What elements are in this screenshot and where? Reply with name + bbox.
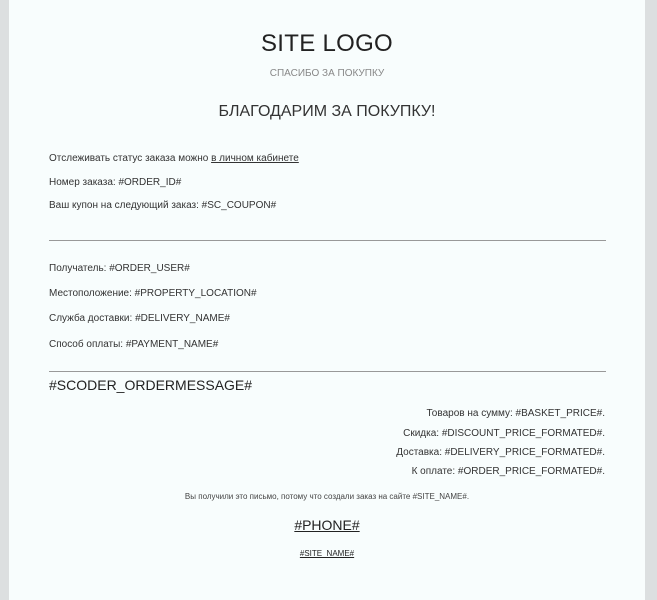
delivery-service-line: Служба доставки: #DELIVERY_NAME#	[49, 313, 230, 324]
divider	[49, 240, 606, 241]
account-link[interactable]: в личном кабинете	[211, 153, 299, 164]
email-body	[9, 0, 645, 600]
total-discount: Скидка: #DISCOUNT_PRICE_FORMATED#.	[403, 428, 605, 439]
thank-you-heading: БЛАГОДАРИМ ЗА ПОКУПКУ!	[218, 103, 436, 120]
location-line: Местоположение: #PROPERTY_LOCATION#	[49, 288, 257, 299]
site-name-link[interactable]: #SITE_NAME#	[299, 549, 355, 558]
footer-note: Вы получили это письмо, потому что создали заказ на сайте #SITE_NAME#.	[184, 492, 470, 501]
phone-link[interactable]: #PHONE#	[294, 517, 360, 533]
payment-method-line: Способ оплаты: #PAYMENT_NAME#	[49, 339, 219, 350]
order-message: #SCODER_ORDERMESSAGE#	[49, 377, 253, 393]
total-to-pay: К оплате: #ORDER_PRICE_FORMATED#.	[411, 466, 605, 477]
recipient-line: Получатель: #ORDER_USER#	[49, 263, 190, 274]
phone	[9, 517, 645, 533]
order-number: Номер заказа: #ORDER_ID#	[49, 177, 182, 188]
divider	[49, 371, 606, 372]
tracking-text: Отслеживать статус заказа можно	[49, 153, 212, 164]
email-subtitle: СПАСИБО ЗА ПОКУПКУ	[269, 68, 385, 79]
total-goods: Товаров на сумму: #BASKET_PRICE#.	[426, 408, 605, 419]
total-delivery: Доставка: #DELIVERY_PRICE_FORMATED#.	[396, 447, 605, 458]
tracking-line	[49, 153, 299, 164]
coupon-line: Ваш купон на следующий заказ: #SC_COUPON#	[49, 200, 277, 211]
site-logo: SITE LOGO	[260, 30, 394, 57]
site-name	[9, 549, 645, 558]
